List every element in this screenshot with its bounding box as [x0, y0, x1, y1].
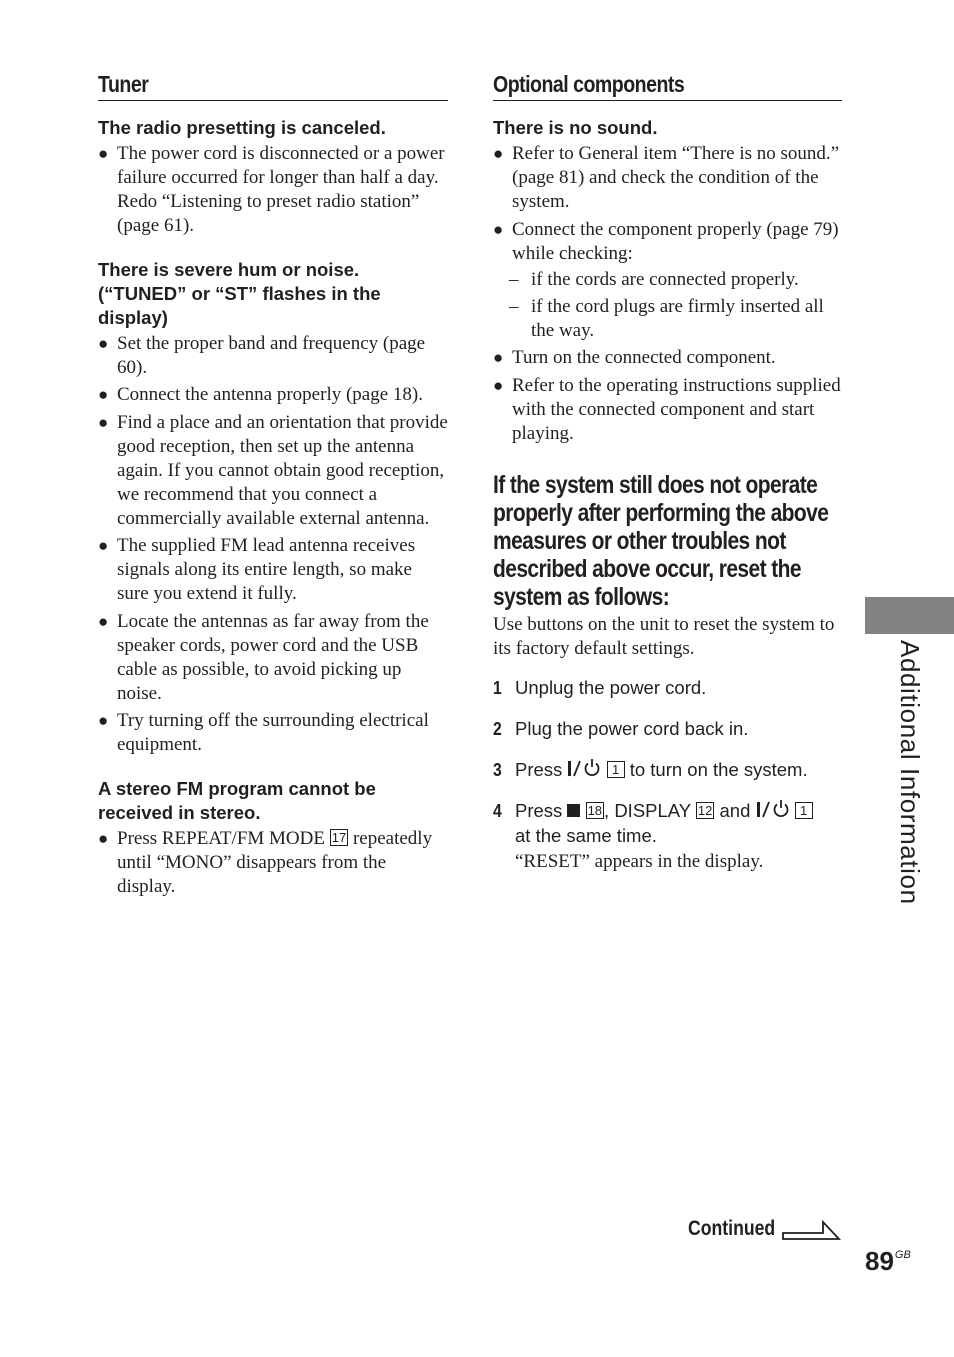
list-item: ● Turn on the connected component. [493, 347, 776, 368]
bullet-icon: ● [98, 828, 109, 848]
bullet-icon: ● [98, 611, 109, 631]
bullet-icon: ● [493, 144, 504, 163]
section-title-optional-components: Optional components [493, 71, 685, 97]
right-column [493, 70, 842, 890]
bullet-icon: ● [493, 375, 504, 395]
chapter-label: Additional Information [895, 640, 925, 905]
section-rule [493, 100, 842, 101]
list-item: ● Find a place and an orientation that provide good reception, then set up the antenna again. If you cannot obtain good reception, we recommend that you connect a commercially available external antenna. [98, 411, 448, 529]
bullet-icon: ● [98, 333, 109, 353]
step-number: 2 [493, 718, 502, 739]
list-item: ● Connect the component properly (page 79) while checking: – if the cords are connected properly. – if the cord plugs are firmly inserted all the way. [493, 218, 842, 343]
step-item: 1 Unplug the power cord. [493, 677, 707, 698]
bullet-icon: ● [98, 412, 109, 432]
list-item: ● Set the proper band and frequency (page 60). [98, 332, 426, 378]
check-sublist [509, 268, 842, 343]
list-item: ● Refer to General item “There is no sound.” (page 81) and check the condition of the system. [493, 143, 840, 212]
problem-heading: There is severe hum or noise. (“TUNED” or “ST” flashes in the display) [98, 258, 381, 328]
page-suffix: GB [894, 1249, 911, 1261]
bullet-icon: ● [493, 348, 504, 367]
dash-icon: – [509, 295, 519, 317]
list-item: ● Try turning off the surrounding electrical equipment. [98, 710, 429, 755]
step-number: 1 [493, 677, 502, 698]
bullet-icon: ● [98, 536, 109, 555]
step-item: 4 Press 18 , DISPLAY 12 and 1 at the same time. “RESET” appears in the display. [493, 798, 842, 874]
bullet-icon: ● [98, 144, 109, 163]
solution-list [98, 142, 448, 238]
reset-heading: If the system still does not operate properly after performing the above measures or other troubles not described above occur, reset the system as follows: [493, 471, 829, 611]
sublist-item: – if the cord plugs are firmly inserted all the way. [509, 295, 824, 341]
page-number: $89^{GB}$ [865, 1246, 911, 1276]
button-number-box: 1 [607, 761, 625, 778]
list-item: ● Connect the antenna properly (page 18). [98, 384, 423, 405]
solution-list [98, 827, 448, 899]
button-number-box: 12 [697, 803, 713, 818]
power-icon [567, 758, 601, 778]
list-item: ● The supplied FM lead antenna receives signals along its entire length, so make sure you extend it fully. [98, 535, 416, 604]
button-number-box: 17 [331, 829, 347, 845]
reset-steps [493, 675, 842, 874]
button-number-box: 1 [795, 802, 813, 819]
reset-intro: Use buttons on the unit to reset the system to its factory default settings. [493, 614, 835, 659]
section-rule [98, 100, 448, 101]
solution-list [493, 142, 842, 446]
bullet-icon: ● [493, 219, 504, 239]
dash-icon: – [509, 268, 519, 290]
step-item: 3 Press 1 to turn on the system. [493, 759, 808, 780]
problem-heading: The radio presetting is canceled. [98, 117, 386, 138]
power-icon [756, 799, 790, 819]
problem-heading: A stereo FM program cannot be received in stereo. [98, 777, 376, 823]
continued-arrow-icon [782, 1217, 842, 1245]
sublist-item: – if the cords are connected properly. [509, 268, 799, 290]
stop-icon [567, 804, 580, 817]
chapter-tab [865, 597, 954, 634]
solution-list [98, 332, 448, 758]
list-item: ● Locate the antennas as far away from the speaker cords, power cord and the USB cable as possible, to avoid picking up noise. [98, 610, 429, 704]
list-item: ● Refer to the operating instructions supplied with the connected component and start playing. [493, 374, 841, 444]
step-number: 3 [493, 759, 502, 780]
step-item: 2 Plug the power cord back in. [493, 718, 749, 739]
section-title-tuner: Tuner [98, 71, 149, 97]
left-column [98, 70, 448, 902]
problem-heading: There is no sound. [493, 117, 658, 138]
list-item: ● Press REPEAT/FM MODE 17 repeatedly until “MONO” disappears from the display. [98, 827, 433, 897]
button-number-box: 18 [587, 803, 603, 818]
step-note: “RESET” appears in the display. [515, 851, 764, 872]
list-item: ● The power cord is disconnected or a power failure occurred for longer than half a day. Redo “Listening to preset radio station” (page 61). [98, 143, 445, 236]
bullet-icon: ● [98, 711, 109, 730]
bullet-icon: ● [98, 385, 109, 404]
continued-label: Continued [688, 1217, 776, 1240]
continued-marker [688, 1217, 792, 1241]
step-number: 4 [493, 800, 502, 821]
